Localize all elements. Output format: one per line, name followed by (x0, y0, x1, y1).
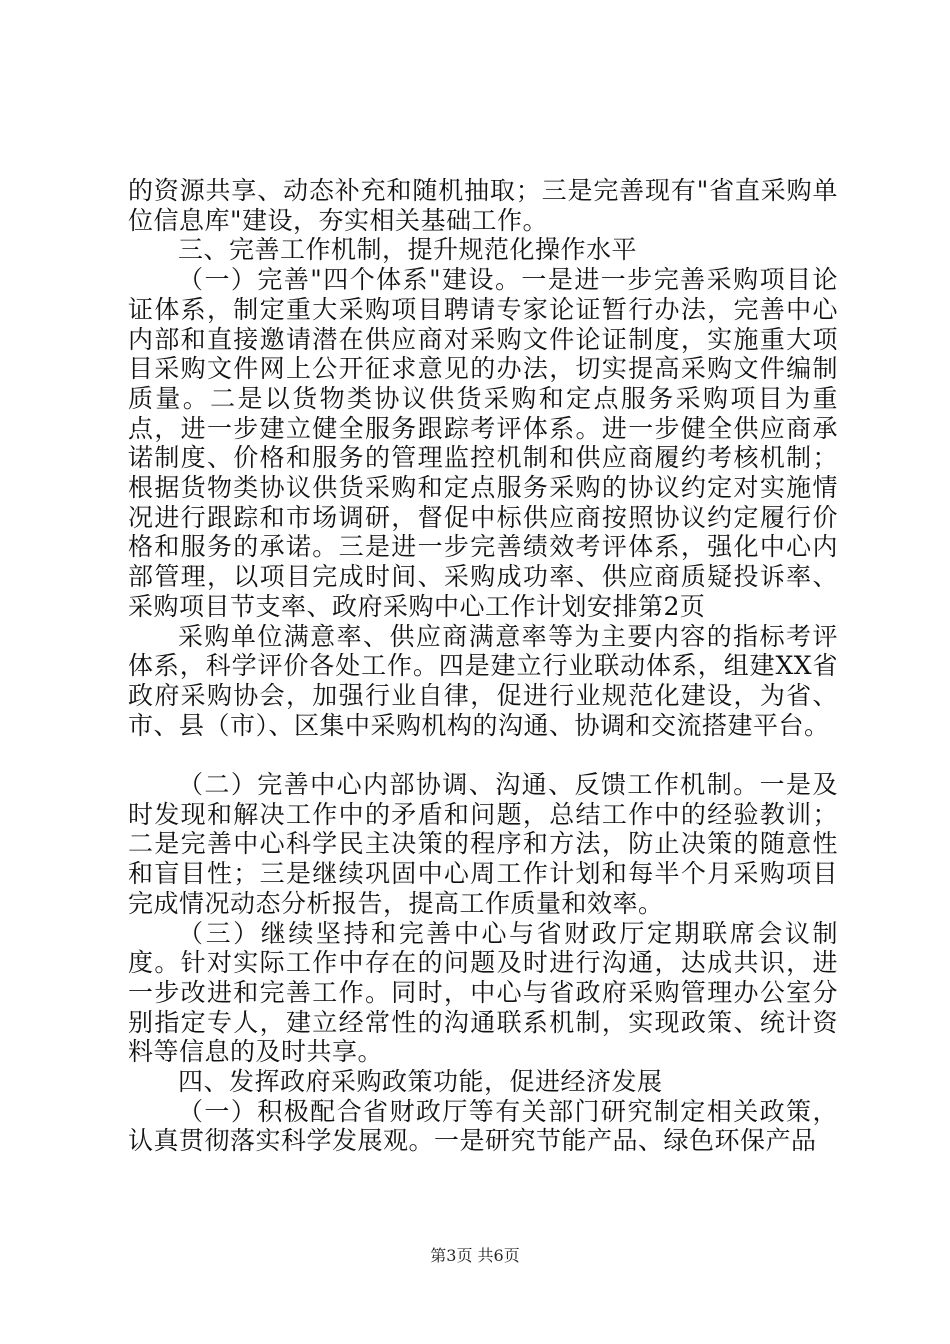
paragraph-four-systems: （一）完善"四个体系"建设。一是进一步完善采购项目论证体系，制定重大采购项目聘请专家论证暂行办法，完善中心内部和直接邀请潜在供应商对采购文件论证制度，实施重大项目采购文件网上公开征求意见的办法，切实提高采购文件编制质量。二是以货物类协议供货采购和定点服务采购项目为重点，进一步建立健全服务跟踪考评体系。进一步健全供应商承诺制度、价格和服务的管理监控机制和供应商履约考核机制；根据货物类协议供货采购和定点服务采购的协议约定对实施情况进行跟踪和市场调研，督促中标供应商按照协议约定履行价格和服务的承诺。三是进一步完善绩效考评体系，强化中心内部管理，以项目完成时间、采购成功率、供应商质疑投诉率、采购项目节支率、政府采购中心工作计划安排第2页 (128, 265, 838, 621)
page-footer (0, 1246, 950, 1266)
paragraph-joint-meeting: （三）继续坚持和完善中心与省财政厅定期联席会议制度。针对实际工作中存在的问题及时进行沟通，达成共识，进一步改进和完善工作。同时，中心与省政府采购管理办公室分别指定专人，建立经常性的沟通联系机制，实现政策、统计资料等信息的及时共享。 (128, 918, 838, 1067)
paragraph-evaluation-system: 采购单位满意率、供应商满意率等为主要内容的指标考评体系，科学评价各处工作。四是建立行业联动体系，组建XX省政府采购协会，加强行业自律，促进行业规范化建设，为省、市、县（市）、区集中采购机构的沟通、协调和交流搭建平台。 (128, 621, 838, 740)
paragraph-internal-coordination: （二）完善中心内部协调、沟通、反馈工作机制。一是及时发现和解决工作中的矛盾和问题，总结工作中的经验教训；二是完善中心科学民主决策的程序和方法，防止决策的随意性和盲目性；三是继续巩固中心周工作计划和每半个月采购项目完成情况动态分析报告，提高工作质量和效率。 (128, 770, 838, 918)
document-body (128, 176, 838, 1156)
section-heading-4: 四、发挥政府采购政策功能，促进经济发展 (178, 1067, 663, 1097)
section-heading-3: 三、完善工作机制，提升规范化操作水平 (178, 235, 638, 265)
page-indicator: 第3页 共6页 (430, 1246, 520, 1265)
paragraph-continuation: 的资源共享、动态补充和随机抽取；三是完善现有"省直采购单位信息库"建设，夯实相关基础工作。 (128, 176, 838, 235)
paragraph-policy-research: （一）积极配合省财政厅等有关部门研究制定相关政策，认真贯彻落实科学发展观。一是研究节能产品、绿色环保产品 (128, 1096, 838, 1156)
